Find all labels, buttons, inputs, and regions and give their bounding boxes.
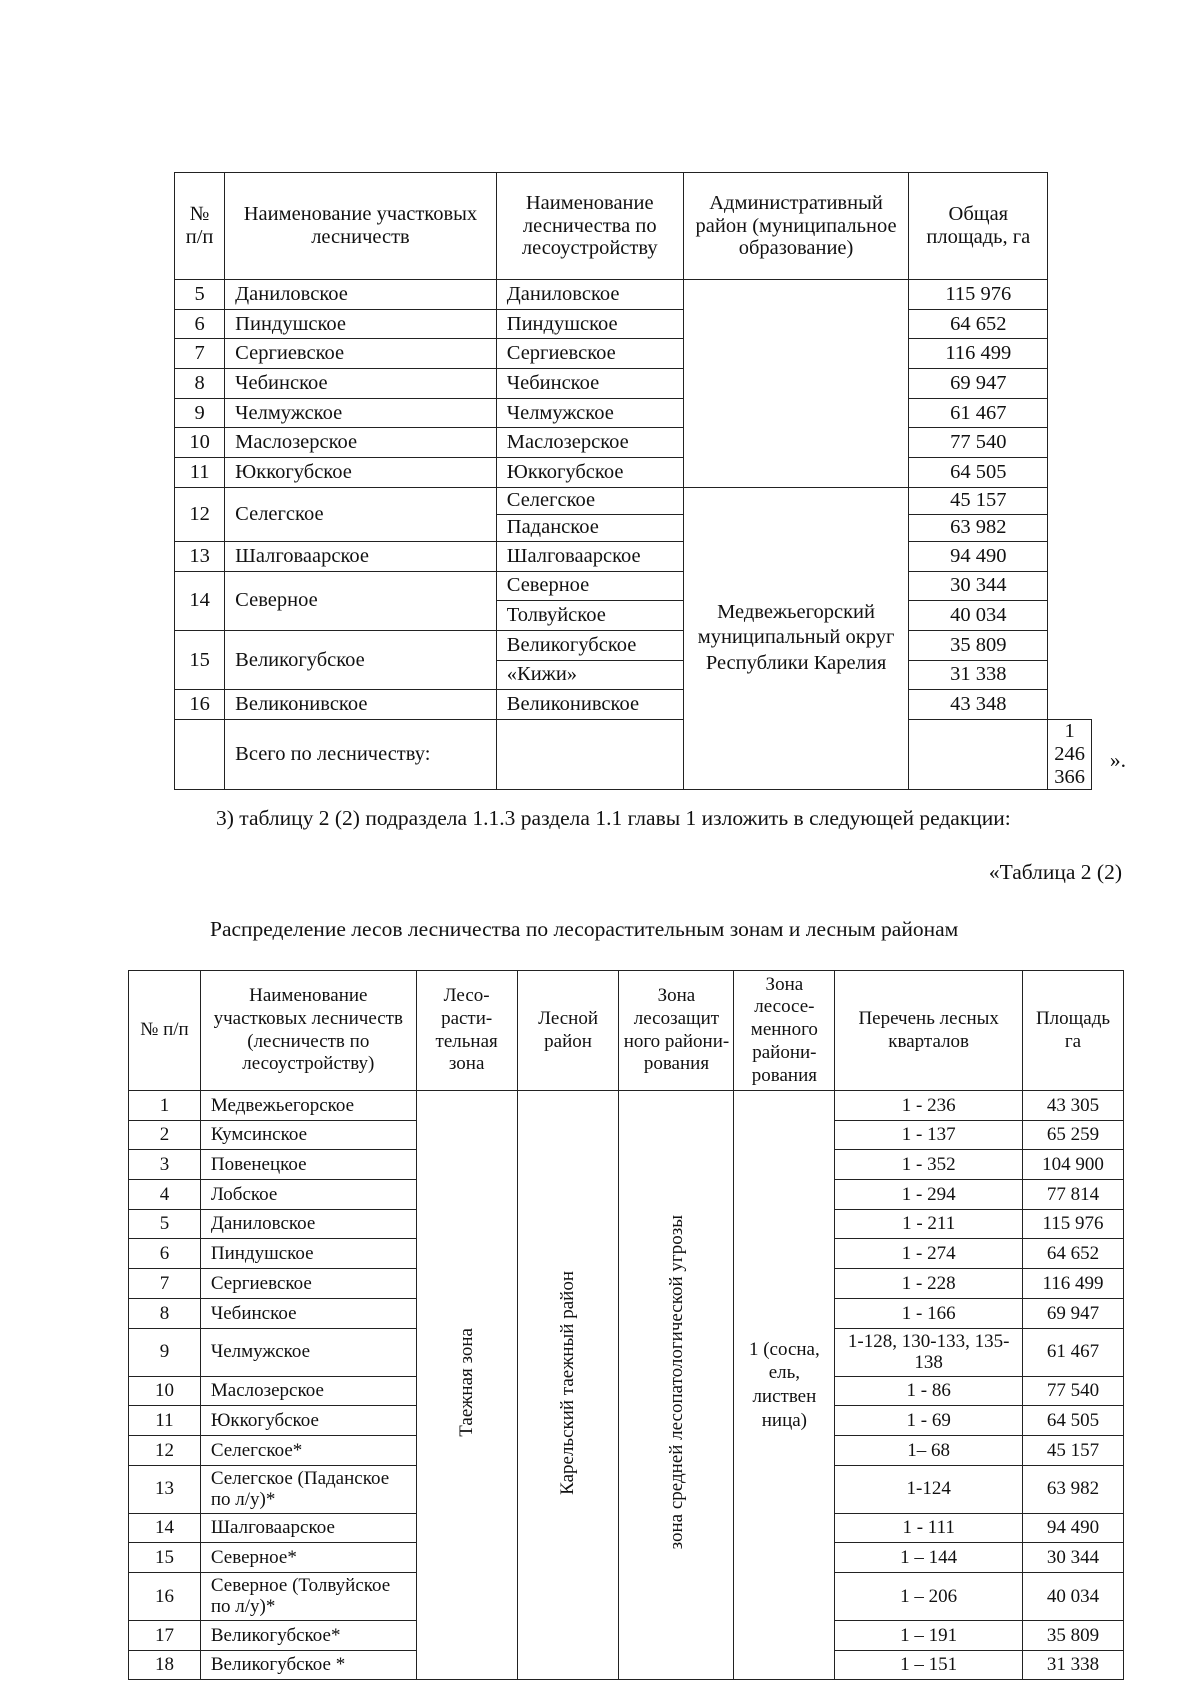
header-name: Наименование участковых лесничеств (лесничеств по лесоустройству) [200, 971, 416, 1091]
row-quarters: 1 - 166 [835, 1298, 1023, 1328]
row-name: Маслозерское [200, 1376, 416, 1406]
row-name: Маслозерское [225, 428, 497, 458]
header-protection-zone: Зона лесозащит ного райони-рования [619, 971, 734, 1091]
row-num: 9 [129, 1328, 201, 1376]
row-name: Шалговаарское [200, 1513, 416, 1543]
row-survey: Толвуйское [496, 601, 683, 631]
total-survey-empty [496, 719, 683, 789]
row-survey: Сергиевское [496, 339, 683, 369]
row-num: 16 [175, 690, 225, 720]
row-quarters: 1 - 294 [835, 1180, 1023, 1210]
row-num: 12 [129, 1435, 201, 1465]
section-heading: Распределение лесов лесничества по лесорастительным зонам и лесным районам [210, 917, 959, 941]
row-num: 7 [175, 339, 225, 369]
row-quarters: 1-124 [835, 1465, 1023, 1513]
row-area: 65 259 [1023, 1120, 1124, 1150]
row-name: Великогубское * [200, 1650, 416, 1680]
row-area: 31 338 [909, 660, 1048, 690]
row-num: 5 [175, 280, 225, 310]
row-num: 1 [129, 1091, 201, 1121]
row-name: Селегское [225, 487, 497, 541]
row-name: Северное [225, 571, 497, 630]
forest-zones-table [128, 970, 1124, 1680]
row-survey: Селегское [496, 487, 683, 514]
table-row [175, 428, 1092, 458]
row-num: 7 [129, 1269, 201, 1299]
veg-zone-cell [416, 1091, 517, 1680]
table-row [175, 541, 1092, 571]
header-forest-region: Лесной район [517, 971, 619, 1091]
row-num: 11 [175, 458, 225, 488]
row-num: 9 [175, 398, 225, 428]
row-area: 94 490 [909, 541, 1048, 571]
total-district-empty [909, 719, 1048, 789]
row-num: 4 [129, 1180, 201, 1210]
row-name: Селегское (Паданское по л/у)* [200, 1465, 416, 1513]
row-area: 64 652 [909, 309, 1048, 339]
table-row [175, 369, 1092, 399]
row-num: 5 [129, 1209, 201, 1239]
district-cell: Медвежьегорский муниципальный округ Республики Карелия [683, 487, 909, 789]
row-name: Северное (Толвуйское по л/у)* [200, 1572, 416, 1620]
row-quarters: 1 – 151 [835, 1650, 1023, 1680]
row-survey: Шалговаарское [496, 541, 683, 571]
row-quarters: 1 – 206 [835, 1572, 1023, 1620]
row-num: 18 [129, 1650, 201, 1680]
row-area: 61 467 [1023, 1328, 1124, 1376]
row-name: Чебинское [200, 1298, 416, 1328]
total-label: Всего по лесничеству: [225, 719, 497, 789]
row-num: 14 [129, 1513, 201, 1543]
table-row [175, 630, 1092, 660]
table-row [175, 571, 1092, 601]
header-area: Площадь га [1023, 971, 1124, 1091]
table-row [175, 339, 1092, 369]
row-num: 6 [129, 1239, 201, 1269]
row-name: Сергиевское [225, 339, 497, 369]
forest-region-cell [517, 1091, 619, 1680]
row-num: 12 [175, 487, 225, 541]
row-survey: Пиндушское [496, 309, 683, 339]
row-area: 77 540 [909, 428, 1048, 458]
row-area: 77 814 [1023, 1180, 1124, 1210]
row-name: Чебинское [225, 369, 497, 399]
row-num: 13 [175, 541, 225, 571]
district-cell-empty [683, 280, 909, 488]
row-survey: Великогубское [496, 630, 683, 660]
seed-zone-cell: 1 (сосна, ель, листвен ница) [734, 1091, 835, 1680]
row-quarters: 1 - 211 [835, 1209, 1023, 1239]
row-area: 35 809 [909, 630, 1048, 660]
row-name: Селегское* [200, 1435, 416, 1465]
row-survey: Маслозерское [496, 428, 683, 458]
veg-zone-text: Таежная зона [456, 1328, 478, 1437]
row-num: 15 [175, 630, 225, 689]
row-survey: «Кижи» [496, 660, 683, 690]
table-row [175, 309, 1092, 339]
row-area: 115 976 [909, 280, 1048, 310]
row-survey: Северное [496, 571, 683, 601]
header-seed-zone: Зона лесосе-менного райони-рования [734, 971, 835, 1091]
row-name: Пиндушское [225, 309, 497, 339]
row-area: 77 540 [1023, 1376, 1124, 1406]
row-area: 45 157 [909, 487, 1048, 514]
header-area: Общая площадь, га [909, 173, 1048, 280]
row-area: 63 982 [909, 514, 1048, 541]
table-row [175, 458, 1092, 488]
row-name: Северное* [200, 1543, 416, 1573]
row-num: 13 [129, 1465, 201, 1513]
row-quarters: 1 – 144 [835, 1543, 1023, 1573]
row-name: Медвежьегорское [200, 1091, 416, 1121]
protection-zone-text: зона средней лесопатологической угрозы [665, 1215, 687, 1550]
row-area: 43 348 [909, 690, 1048, 720]
table-row [175, 487, 1092, 514]
row-quarters: 1-128, 130-133, 135-138 [835, 1328, 1023, 1376]
row-quarters: 1 - 137 [835, 1120, 1023, 1150]
row-name: Пиндушское [200, 1239, 416, 1269]
row-name: Великонивское [225, 690, 497, 720]
header-local-forestry: Наименование участковых лесничеств [225, 173, 497, 280]
row-name: Великогубское* [200, 1620, 416, 1650]
row-area: 64 505 [909, 458, 1048, 488]
row-num: 8 [129, 1298, 201, 1328]
row-name: Повенецкое [200, 1150, 416, 1180]
row-area: 69 947 [1023, 1298, 1124, 1328]
row-quarters: 1 - 352 [835, 1150, 1023, 1180]
row-num: 14 [175, 571, 225, 630]
header-veg-zone: Лесо-расти-тельная зона [416, 971, 517, 1091]
header-district: Административный район (муниципальное образование) [683, 173, 909, 280]
table-row [129, 1091, 1124, 1121]
table-label: «Таблица 2 (2) [988, 860, 1122, 884]
row-area: 64 652 [1023, 1239, 1124, 1269]
row-name: Челмужское [200, 1328, 416, 1376]
row-area: 43 305 [1023, 1091, 1124, 1121]
row-num: 10 [129, 1376, 201, 1406]
row-name: Кумсинское [200, 1120, 416, 1150]
row-area: 31 338 [1023, 1650, 1124, 1680]
table-row [175, 280, 1092, 310]
row-quarters: 1– 68 [835, 1435, 1023, 1465]
row-area: 35 809 [1023, 1620, 1124, 1650]
row-area: 115 976 [1023, 1209, 1124, 1239]
total-area: 1 246 366 [1048, 719, 1092, 789]
row-area: 30 344 [1023, 1543, 1124, 1573]
row-area: 69 947 [909, 369, 1048, 399]
row-area: 64 505 [1023, 1406, 1124, 1436]
table-row [175, 690, 1092, 720]
row-area: 40 034 [1023, 1572, 1124, 1620]
row-name: Челмужское [225, 398, 497, 428]
row-survey: Чебинское [496, 369, 683, 399]
total-row [175, 719, 1092, 789]
row-area: 61 467 [909, 398, 1048, 428]
row-name: Лобское [200, 1180, 416, 1210]
row-num: 15 [129, 1543, 201, 1573]
row-area: 116 499 [1023, 1269, 1124, 1299]
row-num: 2 [129, 1120, 201, 1150]
row-name: Даниловское [200, 1209, 416, 1239]
row-quarters: 1 - 274 [835, 1239, 1023, 1269]
closing-quote: ». [1109, 748, 1126, 772]
header-forestry-by-survey: Наименование лесничества по лесоустройству [496, 173, 683, 280]
row-name: Юккогубское [200, 1406, 416, 1436]
row-name: Юккогубское [225, 458, 497, 488]
row-survey: Великонивское [496, 690, 683, 720]
row-name: Шалговаарское [225, 541, 497, 571]
forest-region-text: Карельский таежный район [557, 1270, 579, 1495]
protection-zone-cell [619, 1091, 734, 1680]
row-survey: Паданское [496, 514, 683, 541]
row-survey: Челмужское [496, 398, 683, 428]
row-num: 6 [175, 309, 225, 339]
row-survey: Юккогубское [496, 458, 683, 488]
row-name: Сергиевское [200, 1269, 416, 1299]
row-area: 45 157 [1023, 1435, 1124, 1465]
forestry-area-table [174, 172, 1092, 790]
row-area: 116 499 [909, 339, 1048, 369]
row-num: 3 [129, 1150, 201, 1180]
row-quarters: 1 - 228 [835, 1269, 1023, 1299]
instruction-paragraph: 3) таблицу 2 (2) подраздела 1.1.3 раздела 1.1 главы 1 изложить в следующей редакции: [216, 806, 1011, 830]
row-num: 17 [129, 1620, 201, 1650]
row-area: 104 900 [1023, 1150, 1124, 1180]
row-num: 16 [129, 1572, 201, 1620]
row-area: 63 982 [1023, 1465, 1124, 1513]
row-quarters: 1 - 69 [835, 1406, 1023, 1436]
header-num: № п/п [129, 971, 201, 1091]
header-num: № п/п [175, 173, 225, 280]
row-name: Великогубское [225, 630, 497, 689]
row-name: Даниловское [225, 280, 497, 310]
header-quarters: Перечень лесных кварталов [835, 971, 1023, 1091]
row-num: 8 [175, 369, 225, 399]
table-row [175, 398, 1092, 428]
row-survey: Даниловское [496, 280, 683, 310]
row-quarters: 1 – 191 [835, 1620, 1023, 1650]
row-area: 94 490 [1023, 1513, 1124, 1543]
row-quarters: 1 - 86 [835, 1376, 1023, 1406]
row-area: 40 034 [909, 601, 1048, 631]
row-quarters: 1 - 236 [835, 1091, 1023, 1121]
row-quarters: 1 - 111 [835, 1513, 1023, 1543]
row-area: 30 344 [909, 571, 1048, 601]
row-num: 11 [129, 1406, 201, 1436]
total-num-empty [175, 719, 225, 789]
row-num: 10 [175, 428, 225, 458]
